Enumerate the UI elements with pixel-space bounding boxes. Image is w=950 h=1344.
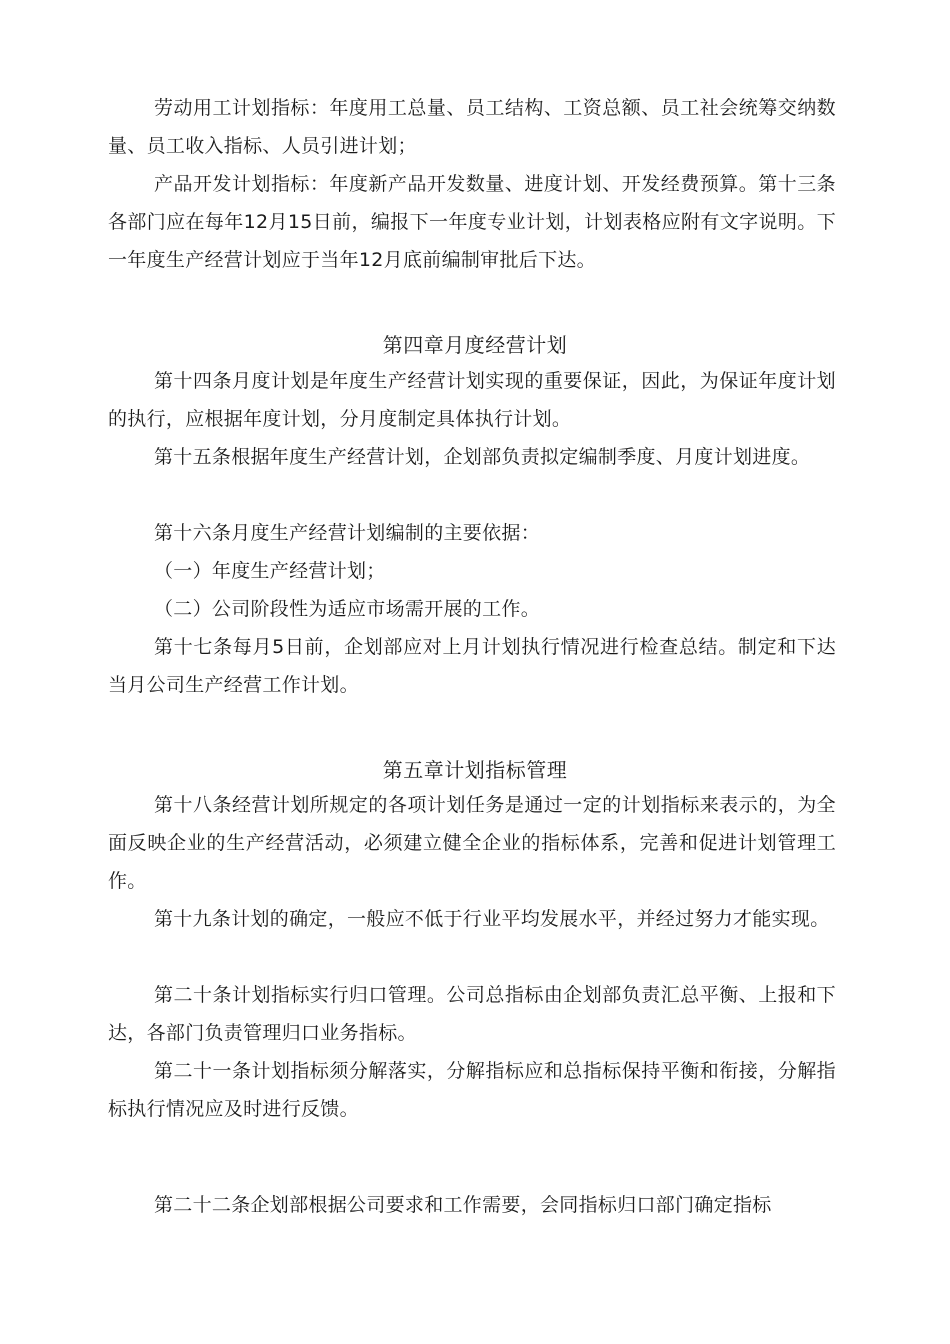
paragraph-product-development-indicators: 产品开发计划指标：年度新产品开发数量、进度计划、开发经费预算。第十三条各部门应在每年12月15日前，编报下一年度专业计划，计划表格应附有文字说明。下一年度生产经营计划应于当年12月底前编制审批后下达。 <box>108 173 836 271</box>
list-item-1: （一）年度生产经营计划； <box>154 560 386 582</box>
paragraph-article-20: 第二十条计划指标实行归口管理。公司总指标由企划部负责汇总平衡、上报和下达，各部门负责管理归口业务指标。 <box>108 984 836 1044</box>
paragraph-article-21: 第二十一条计划指标须分解落实，分解指标应和总指标保持平衡和衔接，分解指标执行情况应及时进行反馈。 <box>108 1060 836 1120</box>
paragraph-article-22: 第二十二条企划部根据公司要求和工作需要，会同指标归口部门确定指标 <box>154 1194 772 1216</box>
paragraph-article-18: 第十八条经营计划所规定的各项计划任务是通过一定的计划指标来表示的，为全面反映企业的生产经营活动，必须建立健全企业的指标体系，完善和促进计划管理工作。 <box>108 794 836 892</box>
paragraph-article-17: 第十七条每月5日前，企划部应对上月计划执行情况进行检查总结。制定和下达当月公司生产经营工作计划。 <box>108 636 836 696</box>
paragraph-article-14: 第十四条月度计划是年度生产经营计划实现的重要保证，因此，为保证年度计划的执行，应根据年度计划，分月度制定具体执行计划。 <box>108 370 836 430</box>
paragraph-article-16: 第十六条月度生产经营计划编制的主要依据： <box>154 522 541 544</box>
chapter-heading-4: 第四章月度经营计划 <box>382 333 568 357</box>
paragraph-article-19: 第十九条计划的确定，一般应不低于行业平均发展水平，并经过努力才能实现。 <box>154 908 830 930</box>
chapter-heading-5: 第五章计划指标管理 <box>382 758 568 782</box>
paragraph-labor-plan-indicators: 劳动用工计划指标：年度用工总量、员工结构、工资总额、员工社会统筹交纳数量、员工收入指标、人员引进计划； <box>108 97 836 157</box>
paragraph-article-15: 第十五条根据年度生产经营计划，企划部负责拟定编制季度、月度计划进度。 <box>154 446 811 468</box>
list-item-2: （二）公司阶段性为适应市场需开展的工作。 <box>154 598 541 620</box>
